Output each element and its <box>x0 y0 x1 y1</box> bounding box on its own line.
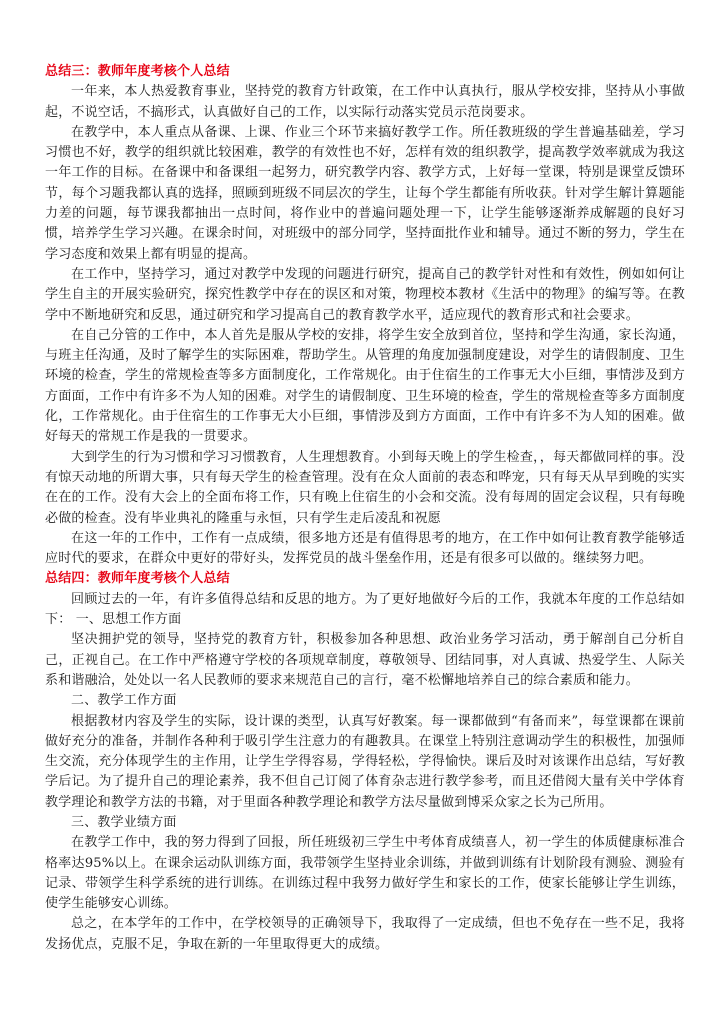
section-3-paragraph-4: 在自己分管的工作中，本人首先是服从学校的安排，将学生安全放到首位，坚持和学生沟通，家长沟通，与班主任沟通，及时了解学生的实际困难，帮助学生。从管理的角度加强制度建设，对学生的请假制度、卫生环境的检查，学生的常规检查等多方面制度化，工作常规化。由于住宿生的工作事无大小巨细，事情涉及到方方面面，工作中有许多不为人知的困难。对学生的请假制度、卫生环境的检查，学生的常规检查等多方面制度化，工作常规化。由于住宿生的工作事无大小巨细，事情涉及到方方面面，工作中有许多不为人知的困难。做好每天的常规工作是我的一贯要求。 <box>45 327 685 445</box>
section-4-heading: 总结四：教师年度考核个人总结 <box>45 571 230 587</box>
section-3-paragraph-3: 在工作中，坚持学习，通过对教学中发现的问题进行研究，提高自己的教学针对性和有效性，例如如何让学生自主的开展实验研究，探究性教学中存在的误区和对策，物理校本教材《生活中的物理》的编写等。在教学中不断地研究和反思，通过研究和学习提高自己的教育教学水平，适应现代的教育形式和社会要求。 <box>45 266 685 323</box>
section-4-results-paragraph: 在教学工作中，我的努力得到了回报，所任班级初三学生中考体育成绩喜人，初一学生的体质健康标准合格率达95%以上。在课余运动队训练方面，我带领学生坚持业余训练，并做到训练有计划阶段有测验、测验有记录、带领学生科学系统的进行训练。在训练过程中我努力做好学生和家长的工作，使家长能够让学生训练，使学生能够安心训练。 <box>45 835 685 912</box>
section-3-paragraph-1: 一年来，本人热爱教育事业，坚持党的教育方针政策，在工作中认真执行，服从学校安排，坚持从小事做起，不说空话，不搞形式，认真做好自己的工作，以实际行动落实党员示范岗要求。 <box>45 84 685 120</box>
section-4-conclusion-paragraph: 总之，在本学年的工作中，在学校领导的正确领导下，我取得了一定成绩，但也不免存在一些不足，我将发扬优点，克服不足，争取在新的一年里取得更大的成绩。 <box>45 916 685 952</box>
section-3-paragraph-6: 在这一年的工作中，工作有一点成绩，很多地方还是有值得思考的地方，在工作中如何让教育教学能够适应时代的要求，在群众中更好的带好头，发挥党员的战斗堡垒作用，还是有很多可以做的。继续努力吧。 <box>45 530 685 567</box>
section-4-thought-paragraph: 坚决拥护党的领导，坚持党的教育方针，积极参加各种思想、政治业务学习活动，勇于解剖自己分析自己，正视自己。在工作中严格遵守学校的各项规章制度，尊敬领导、团结同事，对人真诚、热爱学生、人际关系和谐融洽，处处以一名人民教师的要求来规范自己的言行，毫不松懈地培养自己的综合素质和能力。 <box>45 632 685 688</box>
section-3-paragraph-2: 在教学中，本人重点从备课、上课、作业三个环节来搞好教学工作。所任教班级的学生普遍基础差，学习习惯也不好，教学的组织就比较困难，教学的有效性也不好，怎样有效的组织教学，提高教学效率就成为我这一年工作的目标。在备课中和备课组一起努力，研究教学内容、教学方式，上好每一堂课，特别是课堂反馈环节，每个习题我都认真的选择，照顾到班级不同层次的学生，让每个学生都能有所收获。针对学生解计算题能力差的问题，每节课我都抽出一点时间，将作业中的普遍问题处理一下，让学生能够逐渐养成解题的良好习惯，培养学生学习兴趣。在课余时间，对班级中的部分同学，坚持面批作业和辅导。通过不断的努力，学生在学习态度和效果上都有明显的提高。 <box>45 124 685 262</box>
section-4-subheading-teaching: 二、教学工作方面 <box>71 693 177 709</box>
section-4-teaching-paragraph: 根据教材内容及学生的实际，设计课的类型，认真写好教案。每一课都做到“有备而来”，每堂课都在课前做好充分的准备，并制作各种利于吸引学生注意力的有趣教具。在课堂上特别注意调动学生的积极性，加强师生交流，充分体现学生的主作用，让学生学得容易，学得轻松，学得愉快。课后及时对该课作出总结，写好教学后记。为了提升自己的理论素养，我不但自己订阅了体育杂志进行教学参考，而且还借阅大量有关中学体育教学理论和教学方法的书籍，对于里面各种教学理论和教学方法尽量做到博采众家之长为己所用。 <box>45 713 685 810</box>
section-3-heading: 总结三：教师年度考核个人总结 <box>45 64 230 79</box>
document-page <box>45 62 685 955</box>
section-4-subheading-results: 三、教学业绩方面 <box>71 814 177 830</box>
section-3-paragraph-5: 大到学生的行为习惯和学习习惯教育，人生理想教育。小到每天晚上的学生检查，，每天都做同样的事。没有惊天动地的所谓大事，只有每天学生的检查管理。没有在众人面前的表态和哗宠，只有每天从早到晚的实实在在的工作。没有大会上的全面布将工作，只有晚上住宿生的小会和交流。没有每周的固定会议程，只有每晚必做的检查。没有毕业典礼的隆重与永恒，只有学生走后凌乱和祝愿 <box>45 449 685 526</box>
section-4-intro: 回顾过去的一年，有许多值得总结和反思的地方。为了更好地做好今后的工作，我就本年度的工作总结如下： 一、思想工作方面 <box>45 591 685 628</box>
